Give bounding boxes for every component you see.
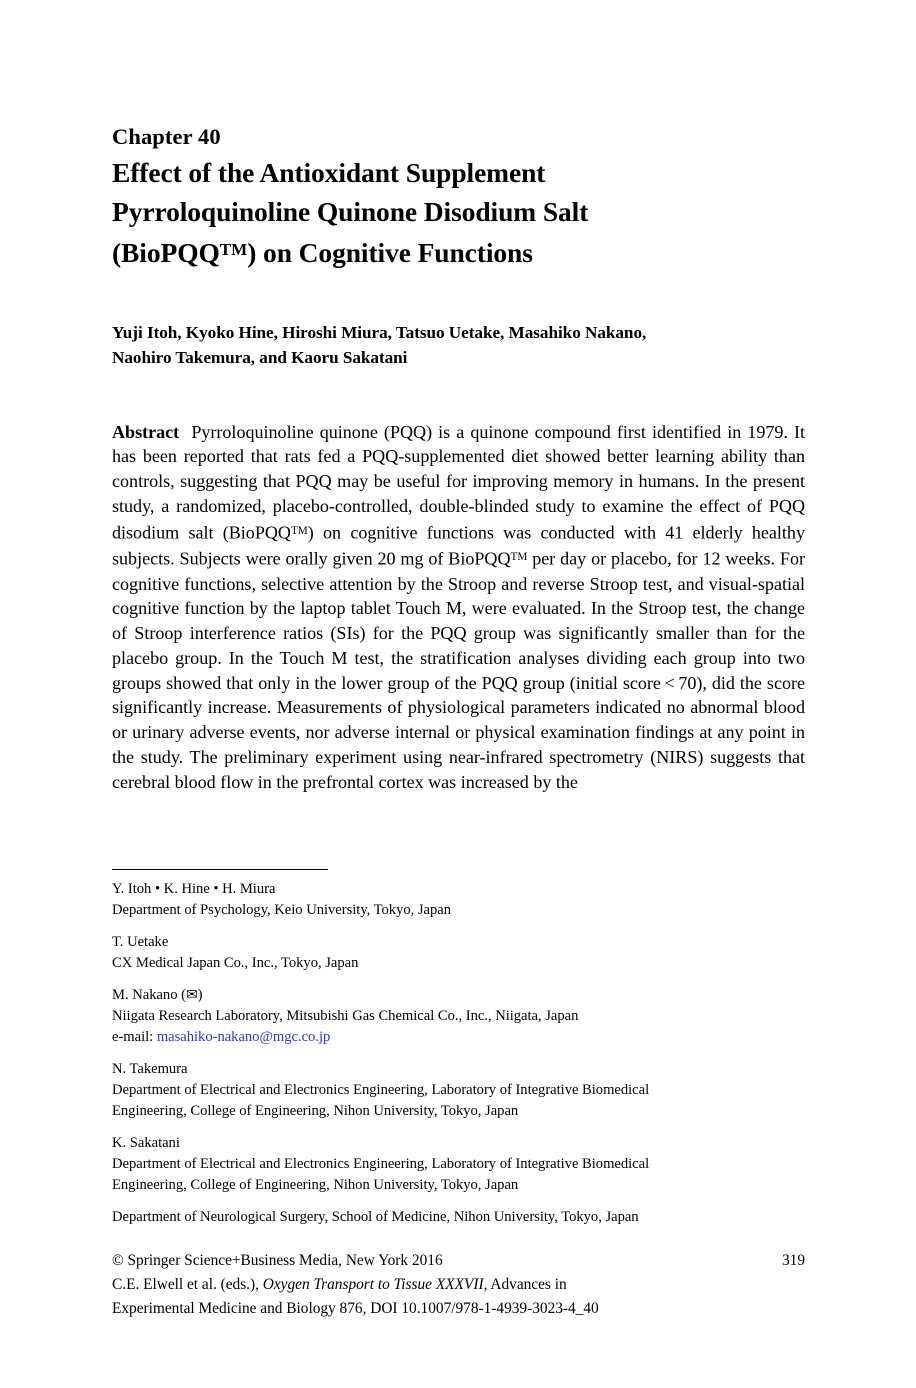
trademark-symbol-abstract-2: TM (510, 551, 528, 564)
page-number: 319 (781, 1252, 805, 1269)
affiliation-name-prefix: M. Nakano ( (112, 986, 186, 1003)
affiliation-group-sakatani (112, 1133, 812, 1197)
chapter-number: Chapter 40 (112, 124, 221, 149)
affiliation-address: Department of Neurological Surgery, School of Medicine, Nihon University, Tokyo, Japan (112, 1209, 639, 1226)
title-line-3-prefix: (BioPQQ (112, 237, 220, 269)
title-line-1: Effect of the Antioxidant Supplement (112, 157, 546, 188)
affiliation-address: CX Medical Japan Co., Inc., Tokyo, Japan (112, 955, 359, 972)
affiliation-group-neurological-surgery (112, 1207, 812, 1228)
abstract-label: Abstract (112, 421, 180, 442)
abstract-text-part-1: Pyrroloquinoline quinone (PQQ) is a quinone compound first identified in 1979. It has been reported that rats fed a PQQ-supplemented diet showed better learning ability than controls, suggesting that PQQ may be useful for improving memory in humans. In the present study, a randomized, placebo-controlled, double-blinded study to examine the effect of PQQ disodium salt (BioPQQ (112, 421, 805, 543)
page-title (112, 154, 805, 273)
title-line-3-suffix: ) on Cognitive Functions (247, 237, 533, 269)
affiliations-block (112, 879, 812, 1228)
email-label: e-mail: (112, 1029, 157, 1046)
affiliation-names: N. Takemura (112, 1060, 188, 1077)
affiliation-group-takemura (112, 1059, 812, 1123)
chapter-heading-block (112, 0, 805, 273)
copyright-notice: © Springer Science+Business Media, New York 2016 (112, 1252, 443, 1269)
affiliation-email-line (112, 1027, 812, 1048)
abstract-text-part-2: ) on cognitive functions was conducted with 41 elderly healthy subjects. Subjects were orally given 20 mg of BioPQQ (112, 522, 805, 569)
email-link[interactable]: masahiko-nakano@mgc.co.jp (156, 1029, 331, 1046)
title-line-2: Pyrroloquinoline Quinone Disodium Salt (112, 195, 589, 227)
abstract-paragraph (112, 420, 805, 795)
affiliation-group-itoh (112, 879, 812, 921)
citation-prefix: C.E. Elwell et al. (eds.), (112, 1276, 263, 1294)
footer-copyright-row (112, 1249, 805, 1273)
affiliation-address: Department of Electrical and Electronics Engineering, Laboratory of Integrative Biomedical (112, 1156, 650, 1173)
author-list (112, 320, 805, 370)
author-line-2: Naohiro Takemura, and Kaoru Sakatani (112, 347, 408, 367)
citation-book-title: Oxygen Transport to Tissue XXXVII (262, 1276, 484, 1294)
affiliation-group-nakano (112, 985, 812, 1049)
page-footer (112, 1249, 805, 1322)
affiliation-address: Engineering, College of Engineering, Nihon University, Tokyo, Japan (112, 1103, 519, 1120)
affiliation-address: Engineering, College of Engineering, Nihon University, Tokyo, Japan (112, 1177, 519, 1194)
footer-citation-row-2: Experimental Medicine and Biology 876, DOI 10.1007/978-1-4939-3023-4_40 (112, 1300, 599, 1318)
trademark-symbol-title: TM (219, 240, 248, 259)
affiliation-names: Y. Itoh • K. Hine • H. Miura (112, 881, 276, 897)
affiliation-group-uetake (112, 932, 812, 974)
affiliation-address: Department of Electrical and Electronics Engineering, Laboratory of Integrative Biomedical (112, 1082, 650, 1099)
envelope-icon: ✉ (185, 987, 198, 1003)
affiliation-names: K. Sakatani (112, 1135, 180, 1152)
abstract-text-part-3: per day or placebo, for 12 weeks. For cognitive functions, selective attention by the Stroop and reverse Stroop test, and visual-spatial cognitive function by the laptop tablet Touch M, were evaluated. In the Stroop test, the change of Stroop interference ratios (SIs) for the PQQ group was significantly smaller than for the placebo group. In the Touch M test, the stratification analyses dividing each group into two groups showed that only in the lower group of the PQQ group (initial score < 70), did the score significantly increase. Measurements of physiological parameters indicated no abnormal blood or urinary adverse events, nor adverse internal or physical examination findings at any point in the study. The preliminary experiment using near-infrared spectrometry (NIRS) suggests that cerebral blood flow in the prefrontal cortex was increased by the (112, 548, 805, 792)
affiliation-address: Niigata Research Laboratory, Mitsubishi Gas Chemical Co., Inc., Niigata, Japan (112, 1008, 579, 1025)
affiliation-name-suffix: ) (197, 986, 203, 1003)
citation-suffix: , Advances in (483, 1276, 567, 1294)
footnote-separator-rule (112, 869, 328, 870)
affiliation-names (112, 985, 812, 1006)
trademark-symbol-abstract-1: TM (290, 524, 308, 537)
author-line-1: Yuji Itoh, Kyoko Hine, Hiroshi Miura, Tatsuo Uetake, Masahiko Nakano, (112, 322, 647, 342)
affiliation-address: Department of Psychology, Keio University, Tokyo, Japan (112, 902, 452, 919)
page-content-column (112, 0, 805, 812)
affiliation-names: T. Uetake (112, 933, 169, 950)
footer-citation-row-1 (112, 1273, 805, 1297)
